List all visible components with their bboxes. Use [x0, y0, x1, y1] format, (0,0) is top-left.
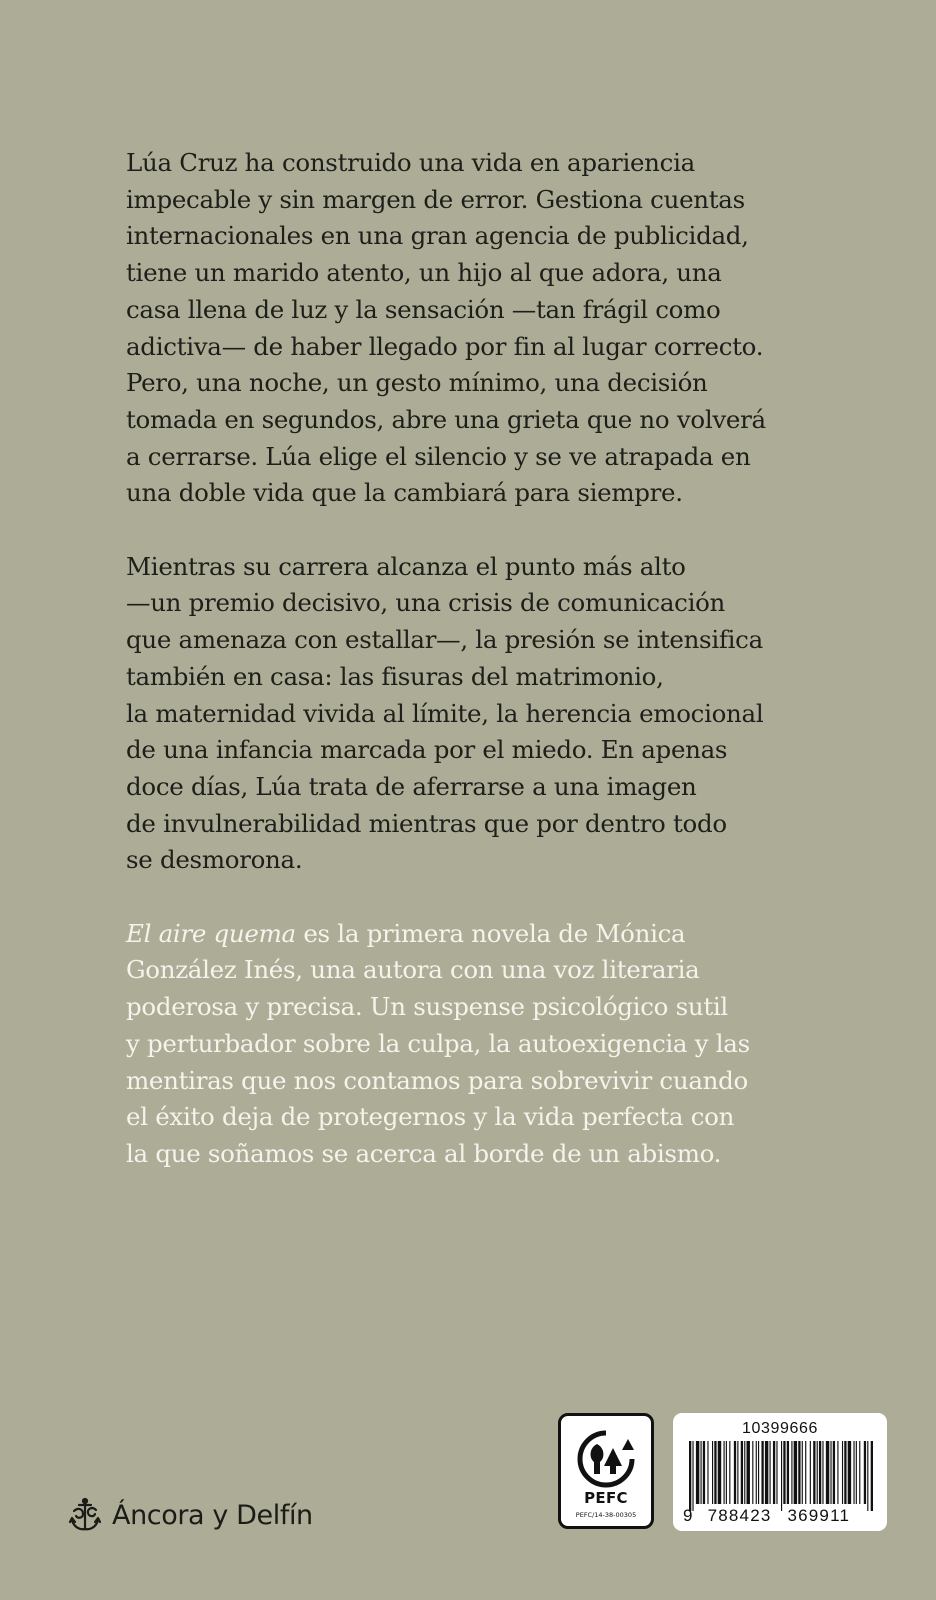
publisher-name: Áncora y Delfín [112, 1499, 313, 1531]
barcode-bar [867, 1441, 868, 1511]
barcode-bar [744, 1441, 745, 1504]
barcode-bar [871, 1441, 873, 1511]
barcode-bar [718, 1441, 721, 1504]
barcode-bar [770, 1441, 771, 1504]
isbn-barcode-panel [673, 1413, 887, 1531]
barcode-bar [802, 1441, 803, 1504]
text-line: se desmorona. [126, 845, 303, 875]
barcode-bar [726, 1441, 727, 1504]
text-line [126, 916, 786, 953]
pefc-certification-badge [558, 1413, 654, 1529]
barcode-bar [844, 1441, 846, 1504]
text-line: adictiva— de haber llegado por fin al lugar correcto. [126, 331, 764, 361]
barcode-bar [817, 1441, 818, 1504]
text-line: también en casa: las fisuras del matrimonio, [126, 661, 664, 691]
isbn-group-1: 788423 [707, 1506, 772, 1525]
pefc-label: PEFC [584, 1489, 628, 1507]
barcode-bar [692, 1441, 693, 1511]
text-fragment: es la primera novela de Mónica [295, 918, 686, 948]
text-line: la que soñamos se acerca al borde de un abismo. [126, 1138, 722, 1168]
text-line: y perturbador sobre la culpa, la autoexigencia y las [126, 1028, 750, 1058]
text-line: casa llena de luz y la sensación —tan frágil como [126, 294, 721, 324]
barcode-bar [707, 1441, 708, 1504]
barcode-bar [714, 1441, 716, 1504]
text-line: de invulnerabilidad mientras que por dentro todo [126, 808, 727, 838]
text-line: que amenaza con estallar—, la presión se intensifica [126, 625, 763, 655]
author-paragraph [126, 916, 786, 1173]
barcode-bar [819, 1441, 821, 1504]
barcode-bar [737, 1441, 738, 1504]
text-line: impecable y sin margen de error. Gestiona cuentas [126, 184, 745, 214]
text-line: de una infancia marcada por el miedo. En apenas [126, 735, 728, 765]
text-line: —un premio decisivo, una crisis de comunicación [126, 588, 726, 618]
text-line: tiene un marido atento, un hijo al que adora, una [126, 258, 722, 288]
barcode-bar [848, 1441, 851, 1504]
barcode-bar [756, 1441, 757, 1504]
anchor-dolphin-logo-icon [66, 1496, 104, 1534]
barcode-bar [794, 1441, 797, 1504]
barcode-bar [761, 1441, 763, 1504]
isbn-first-digit: 9 [683, 1506, 694, 1525]
text-line: tomada en segundos, abre una grieta que no volverá [126, 404, 766, 434]
text-line: a cerrarse. Lúa elige el silencio y se ve atrapada en [126, 441, 751, 471]
barcode-bar [859, 1441, 860, 1504]
barcode-bar [773, 1441, 775, 1504]
barcode-bar [830, 1441, 831, 1504]
synopsis-paragraph-1 [126, 145, 786, 512]
barcode-bar [833, 1441, 835, 1504]
text-line: González Inés, una autora con una voz literaria [126, 955, 700, 985]
barcode-bar [752, 1441, 753, 1504]
barcode-bar [853, 1441, 854, 1504]
barcode-bar [747, 1441, 750, 1504]
barcode-bar [724, 1441, 725, 1504]
barcode-bar [791, 1441, 792, 1504]
barcode-bar [837, 1441, 838, 1504]
text-line: la maternidad vivida al límite, la herencia emocional [126, 698, 764, 728]
barcode-bar [781, 1441, 782, 1511]
barcode-bar [856, 1441, 857, 1504]
barcode-bar [765, 1441, 768, 1504]
text-line: Mientras su carrera alcanza el punto más alto [126, 551, 686, 581]
barcode-bars [683, 1441, 877, 1511]
text-line: poderosa y precisa. Un suspense psicológico sutil [126, 992, 728, 1022]
barcode-bar [729, 1441, 730, 1504]
internal-code: 10399666 [742, 1420, 818, 1437]
barcode-bar [758, 1441, 759, 1504]
synopsis-paragraph-2 [126, 549, 786, 879]
text-line: doce días, Lúa trata de aferrarse a una imagen [126, 771, 697, 801]
barcode-bar [689, 1441, 691, 1511]
isbn-group-2: 369911 [787, 1506, 851, 1525]
barcode-bar [810, 1441, 811, 1504]
book-title: El aire quema [126, 918, 296, 948]
back-cover-blurb [126, 145, 786, 1173]
barcode-bar [864, 1441, 866, 1504]
barcode-bar [798, 1441, 800, 1504]
text-line: el éxito deja de protegernos y la vida perfecta con [126, 1102, 735, 1132]
pefc-license-code: PEFC/14-38-00305 [575, 1511, 637, 1519]
barcode-bar [805, 1441, 806, 1504]
text-line: Lúa Cruz ha construido una vida en apariencia [126, 148, 695, 177]
barcode-bar [822, 1441, 823, 1504]
publisher-imprint [66, 1496, 313, 1534]
barcode-bar [741, 1441, 743, 1504]
barcode-bar [787, 1441, 789, 1504]
text-line: una doble vida que la cambiará para siempre. [126, 478, 683, 508]
isbn-number [683, 1506, 877, 1526]
barcode-bar [696, 1441, 699, 1504]
barcode-bar [703, 1441, 705, 1504]
barcode-bar [826, 1441, 829, 1504]
text-line: Pero, una noche, un gesto mínimo, una decisión [126, 368, 708, 398]
pefc-trees-icon [577, 1430, 635, 1488]
barcode-bar [776, 1441, 777, 1504]
text-line: internacionales en una gran agencia de publicidad, [126, 221, 749, 251]
barcode-bar [712, 1441, 713, 1504]
barcode-bar [842, 1441, 843, 1504]
barcode-bar [734, 1441, 736, 1504]
barcode-bar [813, 1441, 815, 1504]
text-line: mentiras que nos contamos para sobrevivir cuando [126, 1065, 748, 1095]
barcode-bar [701, 1441, 702, 1504]
barcode-bar [783, 1441, 785, 1504]
